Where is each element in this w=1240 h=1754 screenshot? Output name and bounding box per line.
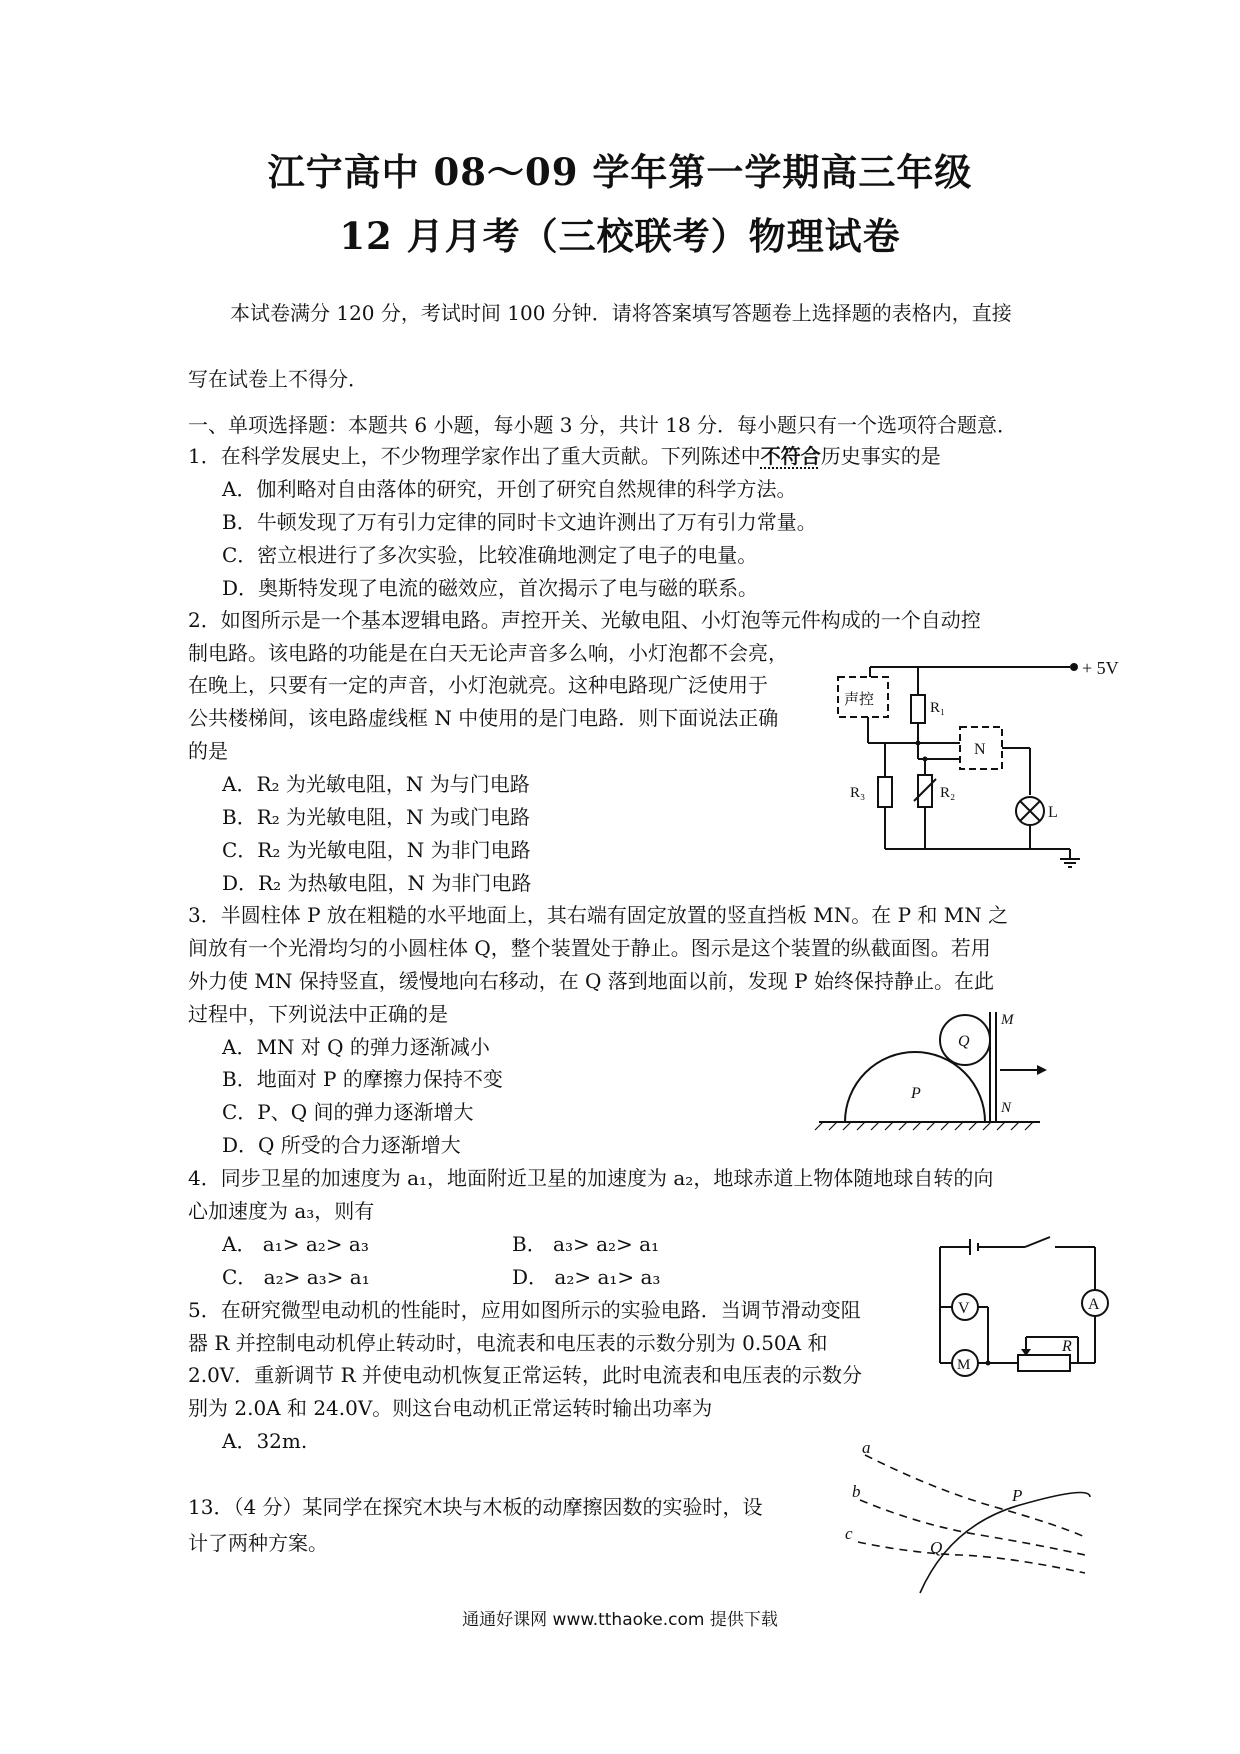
q2-option-a: A．R₂ 为光敏电阻，N 为与门电路 [222, 772, 530, 796]
q3-stem-line2: 间放有一个光滑均匀的小圆柱体 Q，整个装置处于静止。图示是这个装置的纵截面图。若用 [188, 936, 991, 960]
q5-stem-line1: 5．在研究微型电动机的性能时，应用如图所示的实验电路．当调节滑动变阻 [188, 1298, 861, 1322]
q1-stem [188, 443, 941, 469]
q3-stem-line4: 过程中，下列说法中正确的是 [188, 1002, 448, 1026]
q5-stem-line3: 2.0V．重新调节 R 并使电动机恢复正常运转，此时电流表和电压表的示数分 [188, 1363, 863, 1387]
q3-option-a: A．MN 对 Q 的弹力逐渐减小 [222, 1035, 490, 1059]
q3-option-b: B．地面对 P 的摩擦力保持不变 [222, 1067, 503, 1091]
section1-heading: 一、单项选择题：本题共 6 小题，每小题 3 分，共计 18 分．每小题只有一个选项符合题意． [188, 413, 1018, 437]
rheostat-label: R [1062, 1338, 1072, 1355]
q2-stem-line3: 在晚上，只要有一定的声音，小灯泡就亮。这种电路现广泛使用于 [188, 673, 768, 697]
q3-option-c: C．P、Q 间的弹力逐渐增大 [222, 1100, 474, 1124]
q4-stem-line1: 4．同步卫星的加速度为 a₁，地面附近卫星的加速度为 a₂，地球赤道上物体随地球自转的向 [188, 1166, 994, 1190]
r2-label: R₂ [940, 785, 956, 801]
ammeter-label: A [1088, 1296, 1100, 1313]
q2-stem-line5: 的是 [188, 739, 228, 763]
q2-stem-line4: 公共楼梯间，该电路虚线框 N 中使用的是门电路．则下面说法正确 [188, 706, 779, 730]
gate-n-label: N [974, 741, 986, 758]
q3-stem-line3: 外力使 MN 保持竖直，缓慢地向右移动，在 Q 落到地面以前，发现 P 始终保持静止。在此 [188, 969, 994, 993]
q1-option-a: A．伽利略对自由落体的研究，开创了研究自然规律的科学方法。 [222, 477, 797, 501]
q1-stem-emphasis: 不符合 [760, 444, 821, 468]
line-b-label: b [852, 1482, 861, 1501]
cylinder-p-label: P [911, 1085, 921, 1102]
q13-stem-line1: 13．（4 分）某同学在探究木块与木板的动摩擦因数的实验时，设 [188, 1495, 763, 1519]
motor-circuit-figure [930, 1235, 1120, 1385]
q5-stem-line2: 器 R 并控制电动机停止转动时，电流表和电压表的示数分别为 0.50A 和 [188, 1331, 828, 1355]
cylinder-q-label: Q [958, 1033, 970, 1050]
intro-line2: 写在试卷上不得分． [188, 367, 368, 391]
q3-option-d: D．Q 所受的合力逐渐增大 [222, 1133, 461, 1157]
supply-voltage-label: + 5V [1082, 658, 1119, 678]
q3-stem-line1: 3．半圆柱体 P 放在粗糙的水平地面上，其右端有固定放置的竖直挡板 MN。在 P 和 MN 之 [188, 903, 1009, 927]
exam-title-line2: 12 月月考（三校联考）物理试卷 [339, 214, 901, 258]
logic-circuit-figure [830, 655, 1130, 870]
q2-stem-line2: 制电路。该电路的功能是在白天无论声音多么响，小灯泡都不会亮， [188, 641, 788, 665]
field-lines-figure [840, 1438, 1100, 1595]
q5-stem-line4: 别为 2.0A 和 24.0V。则这台电动机正常运转时输出功率为 [188, 1396, 713, 1420]
q1-stem-b: 历史事实的是 [820, 444, 941, 468]
q1-option-d: D．奥斯特发现了电流的磁效应，首次揭示了电与磁的联系。 [222, 576, 759, 600]
point-p-label: P [1012, 1486, 1023, 1505]
q4-option-c: C． a₂> a₃> a₁ [222, 1265, 370, 1289]
plate-m-label: M [1001, 1012, 1014, 1028]
q2-option-b: B．R₂ 为光敏电阻，N 为或门电路 [222, 805, 530, 829]
r3-label: R₃ [850, 785, 866, 801]
voltmeter-label: V [958, 1300, 970, 1317]
point-q-label: Q [930, 1538, 943, 1557]
q4-stem-line2: 心加速度为 a₃，则有 [188, 1199, 375, 1223]
q4-option-a: A． a₁> a₂> a₃ [222, 1232, 369, 1256]
q1-option-c: C．密立根进行了多次实验，比较准确地测定了电子的电量。 [222, 543, 758, 567]
sound-switch-label: 声控 [844, 692, 875, 708]
q5-option-a: A．32m. [222, 1429, 308, 1453]
q13-stem-line2: 计了两种方案。 [188, 1531, 328, 1555]
q2-option-d: D．R₂ 为热敏电阻，N 为非门电路 [222, 871, 532, 895]
exam-title-line1: 江宁高中 08～09 学年第一学期高三年级 [267, 150, 973, 194]
q4-option-b: B． a₃> a₂> a₁ [512, 1232, 660, 1256]
page-footer: 通通好课网 www.tthaoke.com 提供下载 [462, 1610, 778, 1630]
q4-option-d: D． a₂> a₁> a₃ [512, 1265, 661, 1289]
plate-n-label: N [1001, 1100, 1012, 1116]
q1-stem-a: 1．在科学发展史上，不少物理学家作出了重大贡献。下列陈述中 [188, 444, 761, 468]
intro-line1: 本试卷满分 120 分，考试时间 100 分钟．请将答案填写答题卷上选择题的表格内，直接 [230, 301, 1012, 325]
q1-option-b: B．牛顿发现了万有引力定律的同时卡文迪许测出了万有引力常量。 [222, 510, 817, 534]
lamp-label: L [1048, 804, 1058, 821]
half-cylinder-figure [815, 1008, 1055, 1138]
motor-label: M [957, 1357, 971, 1373]
q2-stem-line1: 2．如图所示是一个基本逻辑电路。声控开关、光敏电阻、小灯泡等元件构成的一个自动控 [188, 608, 981, 632]
line-a-label: a [862, 1438, 871, 1457]
q2-option-c: C．R₂ 为光敏电阻，N 为非门电路 [222, 838, 531, 862]
line-c-label: c [845, 1524, 853, 1543]
r1-label: R₁ [930, 700, 946, 716]
